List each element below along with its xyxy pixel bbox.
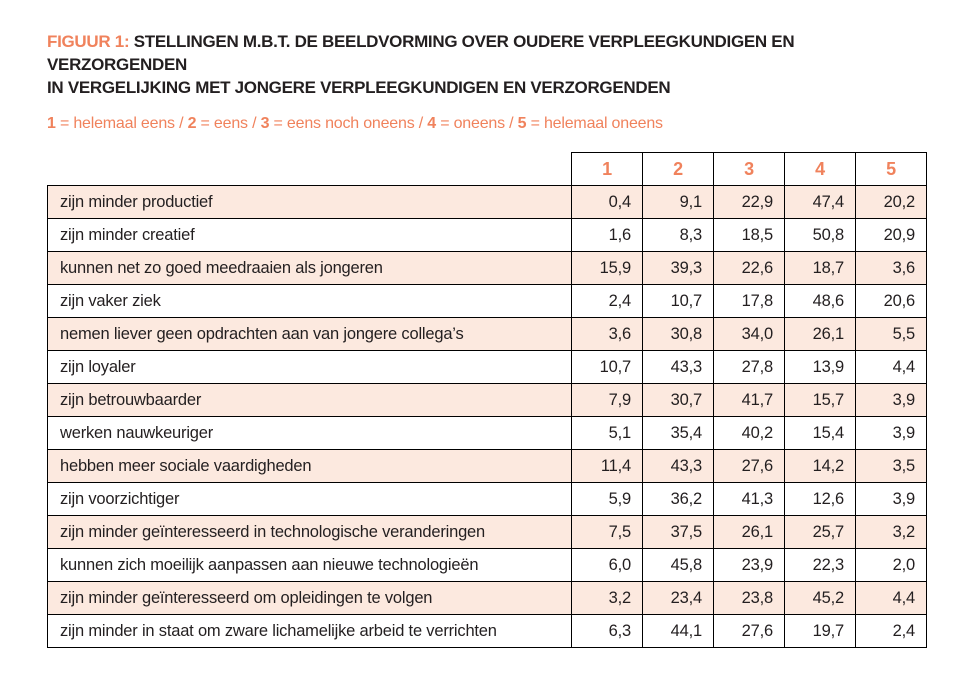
value-cell: 26,1 (714, 516, 785, 549)
value-cell: 23,9 (714, 549, 785, 582)
figure-title-line1: STELLINGEN M.B.T. DE BEELDVORMING OVER OUDERE VERPLEEGKUNDIGEN EN VERZORGENDEN (47, 32, 795, 74)
value-cell: 17,8 (714, 285, 785, 318)
legend-number: 1 (47, 115, 56, 132)
table-row (48, 351, 927, 384)
value-cell: 5,9 (572, 483, 643, 516)
value-cell: 40,2 (714, 417, 785, 450)
statement-label: zijn vaker ziek (48, 285, 572, 318)
value-cell: 18,5 (714, 219, 785, 252)
value-cell: 50,8 (785, 219, 856, 252)
value-cell: 13,9 (785, 351, 856, 384)
legend-separator: / (174, 115, 188, 132)
value-cell: 48,6 (785, 285, 856, 318)
statement-label: werken nauwkeuriger (48, 417, 572, 450)
value-cell: 44,1 (643, 615, 714, 648)
value-cell: 4,4 (856, 582, 927, 615)
table-row (48, 450, 927, 483)
value-cell: 43,3 (643, 450, 714, 483)
column-header-3: 3 (714, 153, 785, 186)
value-cell: 43,3 (643, 351, 714, 384)
table-row (48, 549, 927, 582)
table-row (48, 384, 927, 417)
value-cell: 26,1 (785, 318, 856, 351)
value-cell: 14,2 (785, 450, 856, 483)
legend-label: helemaal oneens (543, 115, 663, 132)
value-cell: 22,6 (714, 252, 785, 285)
value-cell: 47,4 (785, 186, 856, 219)
table-row (48, 318, 927, 351)
value-cell: 0,4 (572, 186, 643, 219)
figure-title (47, 30, 926, 99)
value-cell: 18,7 (785, 252, 856, 285)
statement-label: zijn loyaler (48, 351, 572, 384)
statement-label: zijn minder geïnteresseerd om opleidingen te volgen (48, 582, 572, 615)
legend-equals: = (196, 115, 214, 132)
value-cell: 35,4 (643, 417, 714, 450)
column-header-1: 1 (572, 153, 643, 186)
statement-label: kunnen net zo goed meedraaien als jongeren (48, 252, 572, 285)
value-cell: 5,5 (856, 318, 927, 351)
legend-separator: / (247, 115, 261, 132)
legend-label: eens noch oneens (286, 115, 415, 132)
statement-label: kunnen zich moeilijk aanpassen aan nieuwe technologieën (48, 549, 572, 582)
statement-label: nemen liever geen opdrachten aan van jongere collega’s (48, 318, 572, 351)
value-cell: 19,7 (785, 615, 856, 648)
value-cell: 27,8 (714, 351, 785, 384)
value-cell: 3,9 (856, 483, 927, 516)
legend-equals: = (435, 115, 454, 132)
statement-label: zijn minder in staat om zware lichamelijke arbeid te verrichten (48, 615, 572, 648)
value-cell: 7,9 (572, 384, 643, 417)
value-cell: 15,9 (572, 252, 643, 285)
value-cell: 10,7 (572, 351, 643, 384)
value-cell: 15,4 (785, 417, 856, 450)
header-blank-cell (48, 153, 572, 186)
value-cell: 1,6 (572, 219, 643, 252)
column-header-4: 4 (785, 153, 856, 186)
value-cell: 10,7 (643, 285, 714, 318)
value-cell: 11,4 (572, 450, 643, 483)
legend (47, 114, 926, 133)
value-cell: 41,7 (714, 384, 785, 417)
header-row (48, 153, 927, 186)
value-cell: 20,6 (856, 285, 927, 318)
value-cell: 2,4 (856, 615, 927, 648)
legend-label: eens (213, 115, 248, 132)
table-row (48, 252, 927, 285)
value-cell: 39,3 (643, 252, 714, 285)
value-cell: 22,3 (785, 549, 856, 582)
value-cell: 20,2 (856, 186, 927, 219)
legend-number: 5 (517, 115, 527, 132)
value-cell: 4,4 (856, 351, 927, 384)
value-cell: 2,4 (572, 285, 643, 318)
table-row (48, 516, 927, 549)
table-row (48, 186, 927, 219)
value-cell: 12,6 (785, 483, 856, 516)
table-row (48, 417, 927, 450)
value-cell: 3,2 (572, 582, 643, 615)
value-cell: 23,4 (643, 582, 714, 615)
value-cell: 2,0 (856, 549, 927, 582)
value-cell: 34,0 (714, 318, 785, 351)
column-header-2: 2 (643, 153, 714, 186)
value-cell: 3,9 (856, 417, 927, 450)
legend-separator: / (504, 115, 518, 132)
value-cell: 7,5 (572, 516, 643, 549)
statement-label: zijn betrouwbaarder (48, 384, 572, 417)
table-body (48, 186, 927, 648)
value-cell: 25,7 (785, 516, 856, 549)
value-cell: 30,8 (643, 318, 714, 351)
value-cell: 8,3 (643, 219, 714, 252)
value-cell: 5,1 (572, 417, 643, 450)
legend-equals: = (269, 115, 287, 132)
value-cell: 36,2 (643, 483, 714, 516)
legend-equals: = (55, 115, 74, 132)
value-cell: 27,6 (714, 615, 785, 648)
legend-separator: / (414, 115, 428, 132)
value-cell: 45,8 (643, 549, 714, 582)
table-row (48, 285, 927, 318)
value-cell: 30,7 (643, 384, 714, 417)
value-cell: 3,6 (856, 252, 927, 285)
statement-label: zijn minder creatief (48, 219, 572, 252)
value-cell: 37,5 (643, 516, 714, 549)
column-header-5: 5 (856, 153, 927, 186)
value-cell: 41,3 (714, 483, 785, 516)
legend-number: 2 (187, 115, 197, 132)
table-row (48, 582, 927, 615)
data-table (47, 152, 927, 648)
value-cell: 27,6 (714, 450, 785, 483)
value-cell: 6,0 (572, 549, 643, 582)
statement-label: hebben meer sociale vaardigheden (48, 450, 572, 483)
legend-label: helemaal eens (73, 115, 175, 132)
value-cell: 45,2 (785, 582, 856, 615)
value-cell: 3,2 (856, 516, 927, 549)
value-cell: 3,5 (856, 450, 927, 483)
value-cell: 9,1 (643, 186, 714, 219)
figure-label: FIGUUR 1: (47, 32, 130, 51)
statement-label: zijn minder geïnteresseerd in technologische veranderingen (48, 516, 572, 549)
table-row (48, 219, 927, 252)
value-cell: 15,7 (785, 384, 856, 417)
value-cell: 3,6 (572, 318, 643, 351)
value-cell: 22,9 (714, 186, 785, 219)
table-row (48, 483, 927, 516)
legend-number: 4 (427, 115, 436, 132)
legend-number: 3 (260, 115, 270, 132)
value-cell: 6,3 (572, 615, 643, 648)
statement-label: zijn voorzichtiger (48, 483, 572, 516)
legend-equals: = (526, 115, 544, 132)
statement-label: zijn minder productief (48, 186, 572, 219)
figure-title-line2: IN VERGELIJKING MET JONGERE VERPLEEGKUNDIGEN EN VERZORGENDEN (47, 78, 671, 97)
value-cell: 23,8 (714, 582, 785, 615)
legend-label: oneens (453, 115, 505, 132)
value-cell: 20,9 (856, 219, 927, 252)
table-row (48, 615, 927, 648)
value-cell: 3,9 (856, 384, 927, 417)
